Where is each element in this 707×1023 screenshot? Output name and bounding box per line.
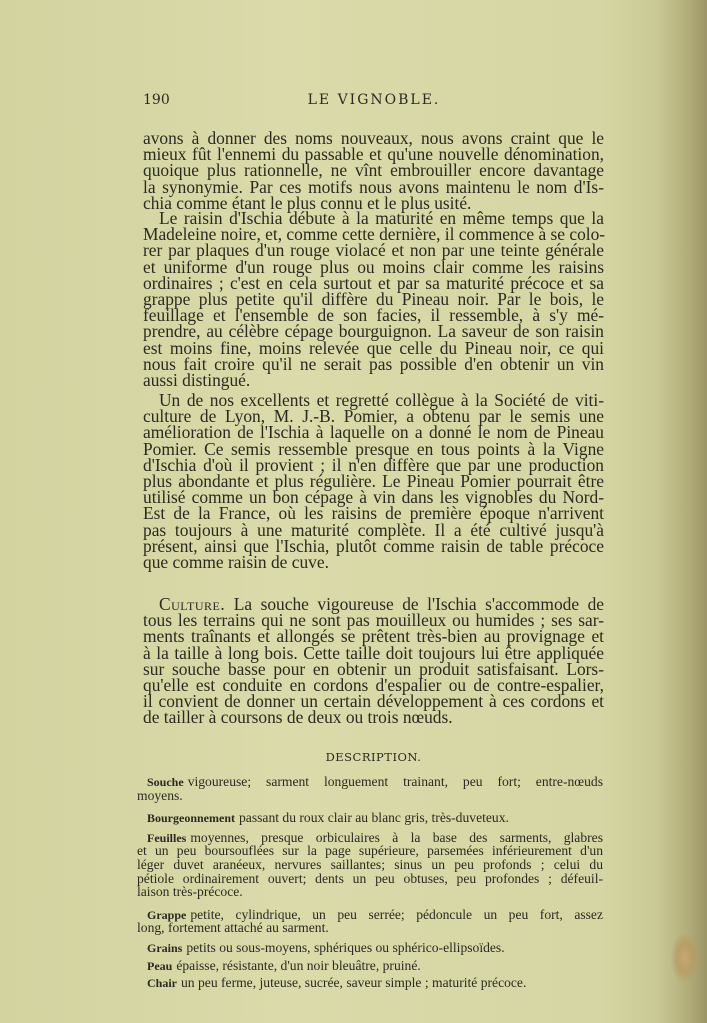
description-entry bbox=[137, 941, 603, 955]
description-term: Chair bbox=[147, 976, 177, 991]
description-line bbox=[137, 908, 603, 922]
description-line: laison très-précoce. bbox=[137, 884, 243, 900]
description-term: Grappe bbox=[147, 907, 187, 922]
text-line: rer par plaques d'un rouge violacé et non par une teinte générale bbox=[143, 240, 604, 261]
text-line: chia comme étant le plus connu et le plus usité. bbox=[143, 192, 472, 213]
text-line: grappe plus petite qu'il diffère du Pineau noir. Par le bois, le bbox=[143, 288, 604, 309]
text-line: utilisé comme un bon cépage à vin dans les vignobles du Nord- bbox=[143, 487, 604, 508]
paragraph-ischia-maturity bbox=[143, 210, 604, 388]
page-header bbox=[143, 92, 605, 112]
description-line bbox=[137, 831, 603, 845]
description-line: léger duvet aranéeux, nervures saillantes; sinus un peu profonds ; celui du bbox=[137, 856, 603, 872]
text-line: Un de nos excellents et regretté collègue à la Société de viti- bbox=[159, 390, 604, 410]
text-line: culture de Lyon, M. J.-B. Pomier, a obtenu par le semis une bbox=[143, 406, 604, 427]
description-term: Souche bbox=[147, 775, 184, 789]
page-number: 190 bbox=[143, 92, 170, 108]
text-line: ordinaires ; c'est en cela surtout et par sa maturité précoce et sa bbox=[143, 272, 604, 293]
description-line bbox=[137, 976, 603, 990]
description-line: moyens. bbox=[137, 787, 183, 803]
text-line: plus abondante et plus régulière. Le Pineau Pomier pourrait être bbox=[143, 470, 604, 491]
description-entry bbox=[137, 976, 603, 990]
description-term: Bourgeonnement bbox=[147, 811, 235, 826]
culture-label: Culture. bbox=[159, 594, 226, 614]
text-line: est moins fine, moins relevée que celle du Pineau noir, ce qui bbox=[143, 337, 604, 358]
paragraph-pineau-pomier bbox=[143, 392, 604, 570]
description-term: Peau bbox=[147, 958, 173, 973]
text-line: la synonymie. Par ces motifs nous avons maintenu le nom d'Is- bbox=[143, 176, 604, 197]
culture-text: La souche vigoureuse de l'Ischia s'accommode de bbox=[233, 594, 604, 614]
description-line bbox=[137, 959, 603, 973]
description-line: long, fortement attaché au sarment. bbox=[137, 920, 329, 936]
text-line: à la taille à long bois. Cette taille doit toujours lui être appliquée bbox=[143, 642, 604, 663]
description-line bbox=[137, 811, 603, 825]
text-line: nous fait croire qu'il ne serait pas possible d'en obtenir un vin bbox=[143, 353, 604, 374]
description-line bbox=[137, 775, 603, 789]
text-line: Le raisin d'Ischia débute à la maturité en même temps que la bbox=[159, 208, 604, 228]
text-line: pas toujours à une maturité complète. Il a été cultivé jusqu'à bbox=[143, 519, 604, 540]
text-line: qu'elle est conduite en cordons d'espalier ou de contre-espalier, bbox=[143, 674, 604, 695]
description-text: petite, cylindrique, un peu serrée; pédoncule un peu fort, assez bbox=[190, 906, 603, 922]
description-heading: DESCRIPTION. bbox=[325, 750, 422, 764]
text-line: il convient de donner un certain développement à ces cordons et bbox=[143, 691, 604, 712]
description-line bbox=[137, 941, 603, 955]
description-text: un peu ferme, juteuse, sucrée, saveur simple ; maturité précoce. bbox=[181, 975, 527, 991]
text-line: ments traînants et allongés se prêtent très-bien au provignage et bbox=[143, 626, 604, 647]
description-entry bbox=[137, 831, 603, 899]
description-entry bbox=[137, 959, 603, 973]
paragraph-culture bbox=[143, 596, 604, 726]
description-entry bbox=[137, 811, 603, 825]
description-line: pétiole ordinairement ouvert; dents un peu obtuses, peu profondes ; défeuil- bbox=[137, 870, 603, 886]
text-line: que comme raisin de cuve. bbox=[143, 551, 329, 572]
text-line: quoique plus rationnelle, ne vînt embrouiller encore davantage bbox=[143, 160, 604, 181]
text-line: Madeleine noire, et, comme cette dernière, il commence à se colo- bbox=[143, 224, 606, 245]
description-list bbox=[137, 775, 603, 990]
description-line: et un peu boursouflées sur la page supérieure, parsemées inférieurement d'un bbox=[137, 843, 603, 859]
text-line: et uniforme d'un rouge plus ou moins clair comme les raisins bbox=[143, 256, 604, 277]
description-text: vigoureuse; sarment longuement trainant, peu fort; entre-nœuds bbox=[187, 774, 603, 789]
running-title: LE VIGNOBLE. bbox=[307, 92, 441, 108]
text-line: amélioration de l'Ischia à laquelle on a donné le nom de Pineau bbox=[143, 422, 604, 443]
description-term: Grains bbox=[147, 940, 183, 955]
text-line: tous les terrains qui ne sont pas mouilleux ou humides ; ses sar- bbox=[143, 610, 604, 631]
description-text: épaisse, résistante, d'un noir bleuâtre, pruiné. bbox=[176, 957, 421, 973]
text-line: Pomier. Ce semis ressemble presque en tous points à la Vigne bbox=[143, 438, 604, 459]
description-text: passant du roux clair au blanc gris, très-duveteux. bbox=[239, 810, 509, 826]
text-line: aussi distingué. bbox=[143, 369, 251, 390]
text-line: Est de la France, où les raisins de première époque n'arrivent bbox=[143, 503, 604, 524]
description-entry bbox=[137, 775, 603, 802]
text-line: présent, ainsi que l'Ischia, plutôt comme raisin de table précoce bbox=[143, 535, 604, 556]
description-entry bbox=[137, 908, 603, 935]
text-line: avons à donner des noms nouveaux, nous avons craint que le bbox=[143, 128, 604, 148]
description-term: Feuilles bbox=[147, 830, 187, 845]
text-line: mieux fût l'ennemi du passable et qu'une nouvelle dénomination, bbox=[143, 144, 604, 165]
text-line: de tailler à coursons de deux ou trois nœuds. bbox=[143, 707, 453, 728]
paragraph-continuation bbox=[143, 130, 604, 211]
text-line: feuillage et l'ensemble de son facies, il ressemble, à s'y mé- bbox=[143, 305, 604, 326]
text-line: prendre, au célèbre cépage bourguignon. La saveur de son raisin bbox=[143, 321, 604, 342]
description-text: moyennes, presque orbiculaires à la base des sarments, glabres bbox=[190, 829, 603, 845]
text-line: d'Ischia d'où il provient ; il n'en diffère que par une production bbox=[143, 454, 604, 475]
page-stain bbox=[671, 933, 699, 983]
description-text: petits ou sous-moyens, sphériques ou sphérico-ellipsoïdes. bbox=[186, 939, 505, 955]
text-line: sur souche basse pour en obtenir un produit satisfaisant. Lors- bbox=[143, 658, 604, 679]
